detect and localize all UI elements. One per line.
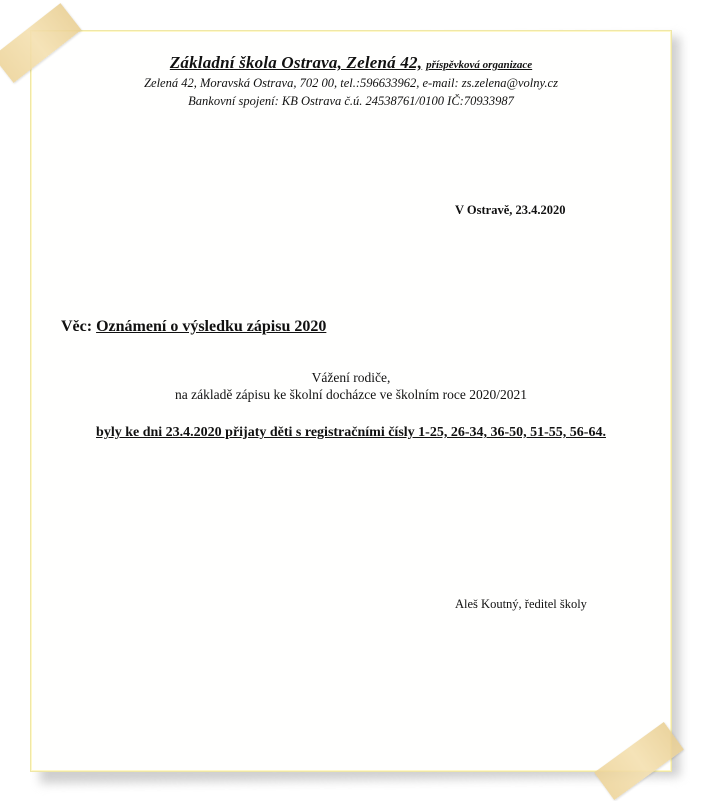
bank-details: Bankovní spojení: KB Ostrava č.ú. 24538761/0100 IČ:70933987 bbox=[188, 94, 514, 108]
letterhead bbox=[31, 53, 671, 109]
subject-prefix: Věc: bbox=[61, 318, 93, 335]
letter-greeting-block bbox=[31, 369, 671, 403]
letter-subject bbox=[61, 318, 326, 336]
letter-date: V Ostravě, 23.4.2020 bbox=[455, 203, 566, 217]
signature: Aleš Koutný, ředitel školy bbox=[455, 597, 587, 611]
school-organization-type: příspěvková organizace bbox=[426, 59, 533, 71]
intro-text: na základě zápisu ke školní docházce ve školním roce 2020/2021 bbox=[174, 387, 527, 402]
admission-notice: byly ke dni 23.4.2020 přijaty děti s registračními čísly 1-25, 26-34, 36-50, 51-55, 56-64. bbox=[96, 425, 606, 440]
subject-title: Oznámení o výsledku zápisu 2020 bbox=[96, 318, 327, 335]
greeting: Vážení rodiče, bbox=[311, 370, 391, 385]
school-name-line bbox=[31, 53, 671, 73]
school-name: Základní škola Ostrava, Zelená 42, bbox=[169, 53, 423, 72]
school-address: Zelená 42, Moravská Ostrava, 702 00, tel.:596633962, e-mail: zs.zelena@volny.cz bbox=[144, 76, 558, 90]
letter-paper bbox=[30, 30, 672, 772]
